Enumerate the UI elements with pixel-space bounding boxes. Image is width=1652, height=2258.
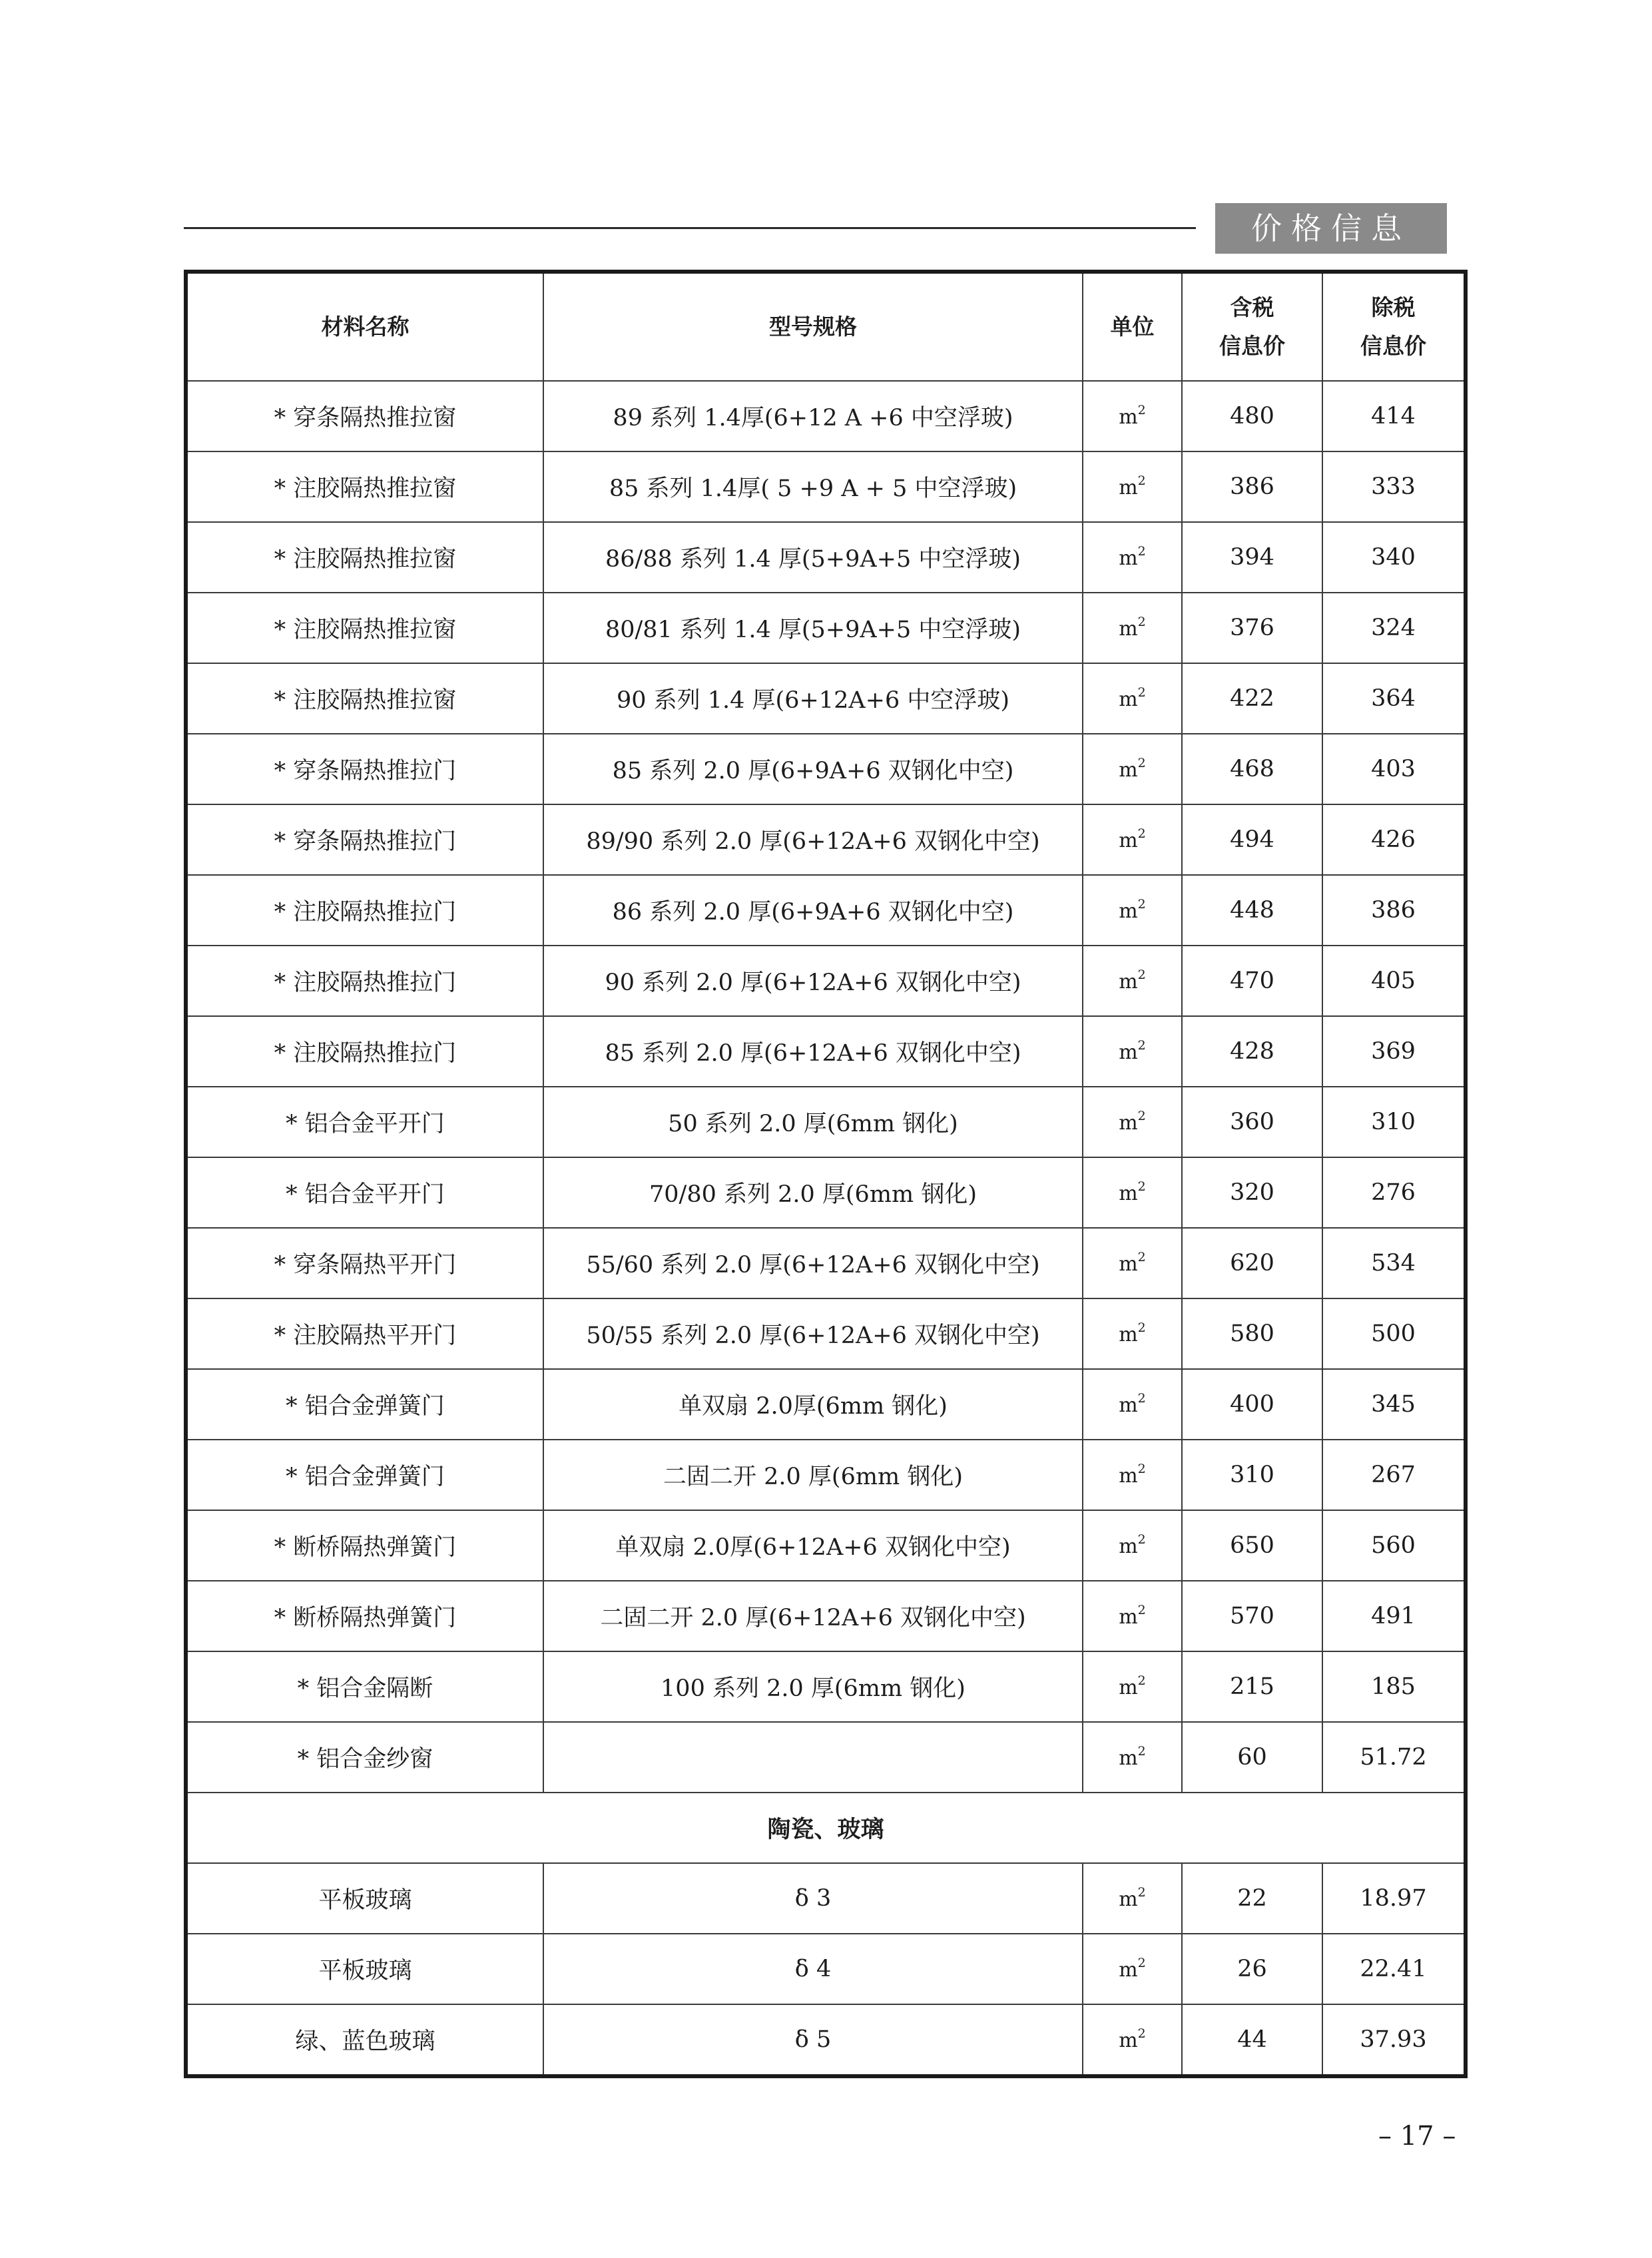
cell-material-name: 平板玻璃 [186,1934,543,2004]
cell-unit [1083,1157,1182,1228]
cell-price-with-tax: 320 [1182,1157,1322,1228]
cell-spec: 89/90 系列 2.0 厚(6+12A+6 双钢化中空) [543,804,1083,875]
cell-spec: δ 5 [543,2004,1083,2076]
section-row [186,1793,1466,1863]
unit-base: m [1119,406,1138,429]
cell-unit [1083,1228,1182,1298]
unit-exponent: 2 [1137,1109,1146,1123]
unit-exponent: 2 [1137,1532,1146,1547]
unit-exponent: 2 [1137,1885,1146,1900]
cell-unit [1083,593,1182,663]
table-row [186,1863,1466,1934]
cell-spec: δ 3 [543,1863,1083,1934]
cell-price-without-tax: 426 [1322,804,1466,875]
unit-base: m [1119,1323,1138,1346]
unit-base: m [1119,547,1138,570]
cell-spec: 50 系列 2.0 厚(6mm 钢化) [543,1087,1083,1157]
table-row [186,451,1466,522]
table-row [186,1440,1466,1510]
cell-spec: 二固二开 2.0 厚(6+12A+6 双钢化中空) [543,1581,1083,1651]
cell-price-without-tax: 18.97 [1322,1863,1466,1934]
cell-price-without-tax: 491 [1322,1581,1466,1651]
table-row [186,1298,1466,1369]
unit-base: m [1119,1747,1138,1770]
cell-price-with-tax: 448 [1182,875,1322,946]
cell-price-without-tax: 369 [1322,1016,1466,1087]
unit-exponent: 2 [1137,897,1146,912]
cell-spec: 二固二开 2.0 厚(6mm 钢化) [543,1440,1083,1510]
cell-price-without-tax: 185 [1322,1651,1466,1722]
table-row [186,2004,1466,2076]
table-header-row [186,272,1466,381]
cell-price-with-tax: 22 [1182,1863,1322,1934]
cell-material-name: * 穿条隔热推拉窗 [186,381,543,451]
table-row [186,1651,1466,1722]
unit-base: m [1119,1958,1138,1982]
unit-exponent: 2 [1137,1038,1146,1053]
cell-price-with-tax: 60 [1182,1722,1322,1793]
unit-base: m [1119,1535,1138,1558]
cell-unit [1083,1722,1182,1793]
section-title: 陶瓷、玻璃 [186,1793,1466,1863]
table-row [186,522,1466,593]
cell-material-name: * 穿条隔热平开门 [186,1228,543,1298]
unit-exponent: 2 [1137,1179,1146,1194]
unit-base: m [1119,1041,1138,1064]
cell-material-name: * 注胶隔热平开门 [186,1298,543,1369]
cell-unit [1083,946,1182,1016]
cell-price-with-tax: 376 [1182,593,1322,663]
table-row [186,946,1466,1016]
cell-price-without-tax: 333 [1322,451,1466,522]
cell-price-without-tax: 51.72 [1322,1722,1466,1793]
cell-price-with-tax: 620 [1182,1228,1322,1298]
cell-price-without-tax: 364 [1322,663,1466,734]
table-row [186,1934,1466,2004]
cell-unit [1083,1581,1182,1651]
cell-price-without-tax: 386 [1322,875,1466,946]
cell-price-without-tax: 345 [1322,1369,1466,1440]
cell-unit [1083,663,1182,734]
cell-unit [1083,1863,1182,1934]
cell-unit [1083,1298,1182,1369]
table-row [186,1581,1466,1651]
header-price-without-tax-line2: 信息价 [1360,333,1426,359]
cell-material-name: * 铝合金平开门 [186,1157,543,1228]
cell-spec: 89 系列 1.4厚(6+12 A +6 中空浮玻) [543,381,1083,451]
table-row [186,804,1466,875]
cell-price-with-tax: 26 [1182,1934,1322,2004]
table-row [186,1016,1466,1087]
cell-spec: 85 系列 1.4厚( 5 +9 A + 5 中空浮玻) [543,451,1083,522]
unit-exponent: 2 [1137,1673,1146,1688]
unit-base: m [1119,900,1138,923]
cell-price-with-tax: 650 [1182,1510,1322,1581]
table-body-glass [186,1863,1466,2076]
cell-price-with-tax: 480 [1182,381,1322,451]
header-rule [184,227,1196,229]
unit-base: m [1119,758,1138,782]
header-price-with-tax [1182,272,1322,381]
table-row [186,1228,1466,1298]
cell-material-name: * 铝合金纱窗 [186,1722,543,1793]
table-row [186,1510,1466,1581]
price-table [184,270,1468,2078]
unit-exponent: 2 [1137,2026,1146,2041]
header-material-name: 材料名称 [186,272,543,381]
cell-material-name: 平板玻璃 [186,1863,543,1934]
cell-spec: 70/80 系列 2.0 厚(6mm 钢化) [543,1157,1083,1228]
unit-base: m [1119,476,1138,499]
cell-unit [1083,734,1182,804]
cell-material-name: * 注胶隔热推拉门 [186,1016,543,1087]
unit-base: m [1119,1253,1138,1276]
cell-spec: 90 系列 1.4 厚(6+12A+6 中空浮玻) [543,663,1083,734]
header-price-with-tax-line2: 信息价 [1219,333,1285,359]
unit-exponent: 2 [1137,1391,1146,1406]
unit-exponent: 2 [1137,544,1146,559]
cell-material-name: * 注胶隔热推拉窗 [186,451,543,522]
unit-base: m [1119,1676,1138,1699]
unit-exponent: 2 [1137,685,1146,700]
unit-base: m [1119,2029,1138,2052]
unit-exponent: 2 [1137,968,1146,982]
cell-price-without-tax: 403 [1322,734,1466,804]
table-row [186,875,1466,946]
cell-price-with-tax: 400 [1182,1369,1322,1440]
header-price-with-tax-line1: 含税 [1230,294,1274,320]
cell-unit [1083,2004,1182,2076]
cell-price-without-tax: 276 [1322,1157,1466,1228]
cell-material-name: * 注胶隔热推拉窗 [186,522,543,593]
cell-spec [543,1722,1083,1793]
cell-material-name: * 铝合金平开门 [186,1087,543,1157]
cell-spec: 85 系列 2.0 厚(6+9A+6 双钢化中空) [543,734,1083,804]
unit-base: m [1119,1464,1138,1488]
cell-price-without-tax: 414 [1322,381,1466,451]
unit-exponent: 2 [1137,1250,1146,1265]
table-row [186,663,1466,734]
unit-base: m [1119,970,1138,993]
unit-exponent: 2 [1137,756,1146,770]
cell-spec: 86 系列 2.0 厚(6+9A+6 双钢化中空) [543,875,1083,946]
cell-material-name: * 断桥隔热弹簧门 [186,1510,543,1581]
header-unit: 单位 [1083,272,1182,381]
unit-base: m [1119,1111,1138,1135]
cell-price-without-tax: 324 [1322,593,1466,663]
cell-price-with-tax: 215 [1182,1651,1322,1722]
unit-base: m [1119,1182,1138,1205]
header-price-without-tax-line1: 除税 [1371,294,1416,320]
cell-unit [1083,1510,1182,1581]
cell-unit [1083,1087,1182,1157]
cell-spec: δ 4 [543,1934,1083,2004]
cell-material-name: * 注胶隔热推拉窗 [186,663,543,734]
cell-unit [1083,451,1182,522]
cell-price-with-tax: 386 [1182,451,1322,522]
cell-price-without-tax: 267 [1322,1440,1466,1510]
cell-price-with-tax: 494 [1182,804,1322,875]
cell-spec: 50/55 系列 2.0 厚(6+12A+6 双钢化中空) [543,1298,1083,1369]
cell-price-with-tax: 570 [1182,1581,1322,1651]
cell-spec: 86/88 系列 1.4 厚(5+9A+5 中空浮玻) [543,522,1083,593]
cell-spec: 85 系列 2.0 厚(6+12A+6 双钢化中空) [543,1016,1083,1087]
cell-material-name: * 注胶隔热推拉门 [186,946,543,1016]
table-row [186,734,1466,804]
cell-unit [1083,1016,1182,1087]
cell-spec: 单双扇 2.0厚(6+12A+6 双钢化中空) [543,1510,1083,1581]
cell-price-with-tax: 394 [1182,522,1322,593]
cell-price-with-tax: 428 [1182,1016,1322,1087]
cell-price-without-tax: 340 [1322,522,1466,593]
unit-exponent: 2 [1137,403,1146,418]
table-row [186,1157,1466,1228]
unit-exponent: 2 [1137,1744,1146,1759]
cell-price-with-tax: 470 [1182,946,1322,1016]
cell-material-name: * 断桥隔热弹簧门 [186,1581,543,1651]
cell-unit [1083,875,1182,946]
cell-material-name: * 铝合金隔断 [186,1651,543,1722]
cell-price-with-tax: 360 [1182,1087,1322,1157]
cell-unit [1083,804,1182,875]
cell-price-with-tax: 310 [1182,1440,1322,1510]
unit-exponent: 2 [1137,1462,1146,1476]
cell-spec: 单双扇 2.0厚(6mm 钢化) [543,1369,1083,1440]
cell-price-without-tax: 22.41 [1322,1934,1466,2004]
cell-unit [1083,1651,1182,1722]
section-tag: 价格信息 [1215,203,1447,254]
unit-base: m [1119,1605,1138,1629]
unit-base: m [1119,617,1138,641]
unit-exponent: 2 [1137,1603,1146,1617]
cell-material-name: * 注胶隔热推拉窗 [186,593,543,663]
cell-unit [1083,1369,1182,1440]
cell-price-with-tax: 468 [1182,734,1322,804]
cell-unit [1083,381,1182,451]
cell-price-with-tax: 580 [1182,1298,1322,1369]
cell-price-without-tax: 560 [1322,1510,1466,1581]
page-number: – 17 – [1378,2121,1456,2151]
cell-price-with-tax: 422 [1182,663,1322,734]
unit-exponent: 2 [1137,826,1146,841]
cell-spec: 90 系列 2.0 厚(6+12A+6 双钢化中空) [543,946,1083,1016]
cell-material-name: * 穿条隔热推拉门 [186,734,543,804]
cell-unit [1083,522,1182,593]
unit-base: m [1119,688,1138,711]
header-spec: 型号规格 [543,272,1083,381]
cell-material-name: * 铝合金弹簧门 [186,1369,543,1440]
table-section [186,1793,1466,1863]
cell-material-name: * 铝合金弹簧门 [186,1440,543,1510]
cell-spec: 100 系列 2.0 厚(6mm 钢化) [543,1651,1083,1722]
table-row [186,381,1466,451]
cell-spec: 55/60 系列 2.0 厚(6+12A+6 双钢化中空) [543,1228,1083,1298]
cell-material-name: * 注胶隔热推拉门 [186,875,543,946]
cell-unit [1083,1934,1182,2004]
cell-price-without-tax: 500 [1322,1298,1466,1369]
unit-exponent: 2 [1137,1956,1146,1970]
cell-spec: 80/81 系列 1.4 厚(5+9A+5 中空浮玻) [543,593,1083,663]
unit-exponent: 2 [1137,615,1146,629]
unit-exponent: 2 [1137,473,1146,488]
cell-price-without-tax: 405 [1322,946,1466,1016]
table-row [186,1087,1466,1157]
cell-price-without-tax: 310 [1322,1087,1466,1157]
unit-base: m [1119,1888,1138,1911]
unit-base: m [1119,1394,1138,1417]
table-row [186,1722,1466,1793]
cell-material-name: * 穿条隔热推拉门 [186,804,543,875]
cell-price-without-tax: 37.93 [1322,2004,1466,2076]
cell-unit [1083,1440,1182,1510]
unit-exponent: 2 [1137,1320,1146,1335]
table-row [186,593,1466,663]
cell-price-without-tax: 534 [1322,1228,1466,1298]
cell-material-name: 绿、蓝色玻璃 [186,2004,543,2076]
header-price-without-tax [1322,272,1466,381]
table-body-aluminum [186,381,1466,1793]
cell-price-with-tax: 44 [1182,2004,1322,2076]
table-row [186,1369,1466,1440]
unit-base: m [1119,829,1138,852]
